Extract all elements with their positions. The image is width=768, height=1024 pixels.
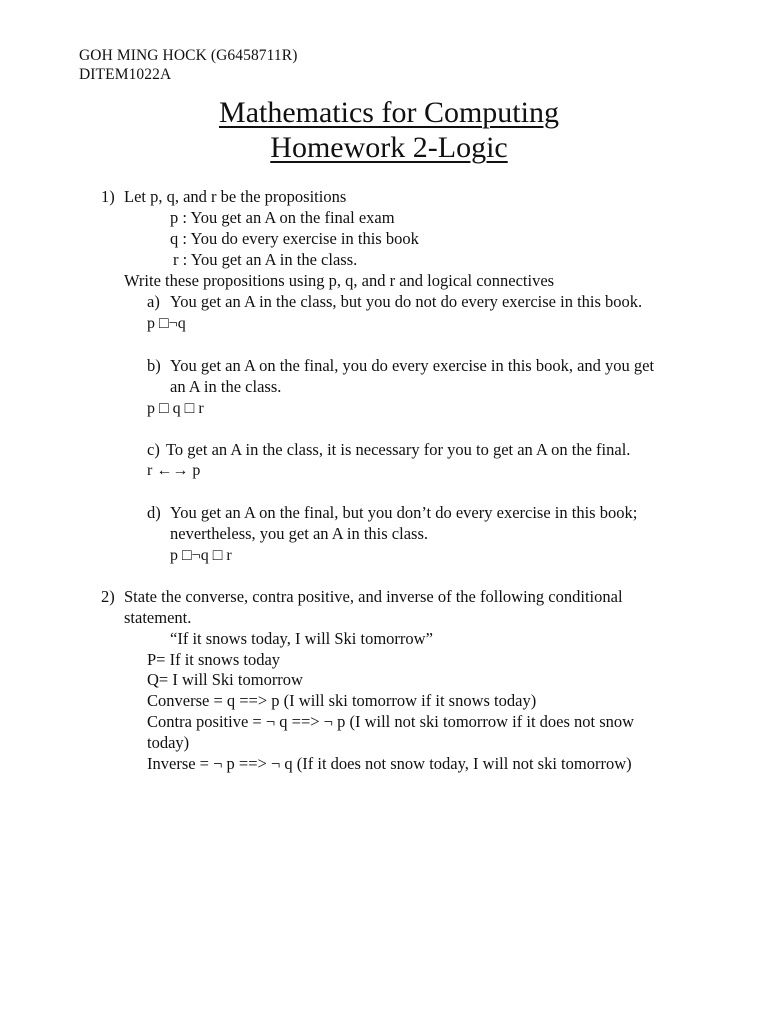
q1b-text-line-1: You get an A on the final, you do every exercise in this book, and you get xyxy=(170,356,655,375)
q1-intro: Let p, q, and r be the propositions xyxy=(124,187,347,206)
q2-converse: Converse = q ==> p (I will ski tomorrow if it snows today) xyxy=(147,691,537,710)
q2-text-line-2: statement. xyxy=(124,608,192,627)
q1d-text-line-1: You get an A on the final, but you don’t do every exercise in this book; xyxy=(170,503,638,522)
q1c-text: To get an A in the class, it is necessary for you to get an A on the final. xyxy=(166,440,631,459)
q2-p-definition: P= If it snows today xyxy=(147,650,281,669)
q1c-label: c) xyxy=(147,440,160,459)
student-name-id: GOH MING HOCK (G6458711R) xyxy=(79,47,298,64)
class-code: DITEM1022A xyxy=(79,66,172,83)
q1-prop-q: q : You do every exercise in this book xyxy=(170,229,419,248)
q1d-answer: p □¬q □ r xyxy=(170,547,232,564)
q1b-answer: p □ q □ r xyxy=(147,400,204,417)
q1b-label: b) xyxy=(147,356,161,375)
q1-number: 1) xyxy=(101,187,115,206)
q1c-answer: r ←→ p xyxy=(147,462,201,479)
q1d-text-line-2: nevertheless, you get an A in this class. xyxy=(170,524,428,543)
q2-q-definition: Q= I will Ski tomorrow xyxy=(147,670,303,689)
q2-inverse: Inverse = ¬ p ==> ¬ q (If it does not snow today, I will not ski tomorrow) xyxy=(147,754,632,773)
q2-text-line-1: State the converse, contra positive, and inverse of the following conditional xyxy=(124,587,623,606)
title-line-1: Mathematics for Computing xyxy=(219,96,559,129)
q2-contrapositive-line-1: Contra positive = ¬ q ==> ¬ p (I will not ski tomorrow if it does not snow xyxy=(147,712,635,731)
q2-number: 2) xyxy=(101,587,115,606)
q1a-text: You get an A in the class, but you do not do every exercise in this book. xyxy=(170,292,643,311)
q1a-answer: p □¬q xyxy=(147,315,186,332)
q1-prop-r: r : You get an A in the class. xyxy=(173,250,358,269)
q1d-label: d) xyxy=(147,503,161,522)
q1-prop-p: p : You get an A on the final exam xyxy=(170,208,395,227)
title-line-2: Homework 2-Logic xyxy=(270,131,508,164)
q2-contrapositive-line-2: today) xyxy=(147,733,190,752)
q2-quote: “If it snows today, I will Ski tomorrow” xyxy=(170,629,433,648)
q1b-text-line-2: an A in the class. xyxy=(170,377,282,396)
q1a-label: a) xyxy=(147,292,160,311)
q1-instruction: Write these propositions using p, q, and r and logical connectives xyxy=(124,271,555,290)
